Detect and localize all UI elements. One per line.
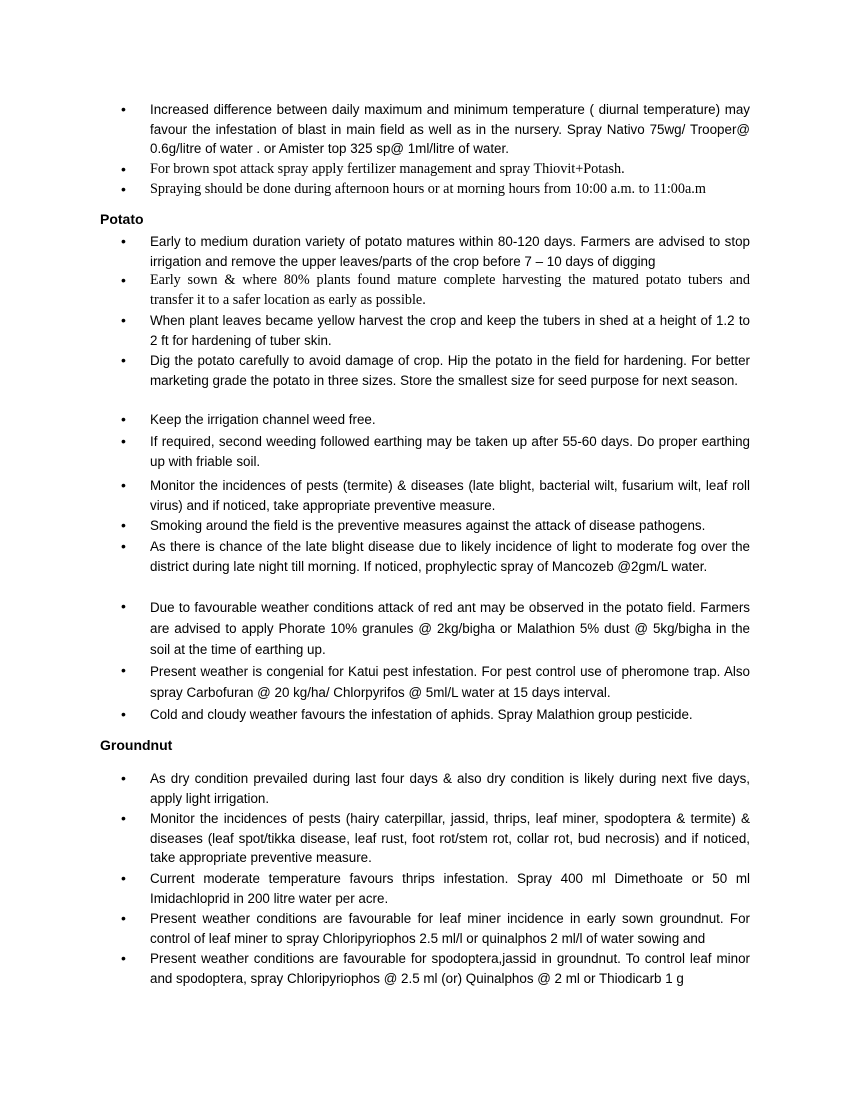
- bullet-text: If required, second weeding followed earthing may be taken up after 55-60 days. Do proper earthing up with friable soil.: [150, 434, 750, 469]
- bullet-text: Monitor the incidences of pests (hairy caterpillar, jassid, thrips, leaf miner, spodoptera & termite) & diseases (leaf spot/tikka disease, leaf rust, foot rot/stem rot, collar rot, bud necrosis) and if noticed, take appropriate preventive measure.: [150, 811, 750, 865]
- bullet-text: When plant leaves became yellow harvest the crop and keep the tubers in shed at a height of 1.2 to 2 ft for hardening of tuber skin.: [150, 313, 750, 348]
- bullet-text: Spraying should be done during afternoon hours or at morning hours from 10:00 a.m. to 11:00a.m: [150, 181, 706, 197]
- bullet-icon: •: [121, 706, 126, 722]
- bullet-text: Early sown & where 80% plants found mature complete harvesting the matured potato tubers and transfer it to a safer location as early as possible.: [150, 272, 750, 308]
- bullet-text: Cold and cloudy weather favours the infestation of aphids. Spray Malathion group pesticide.: [150, 707, 693, 722]
- bullet-icon: •: [121, 272, 126, 288]
- section-heading-groundnut: Groundnut: [100, 737, 173, 753]
- bullet-text: As dry condition prevailed during last four days & also dry condition is likely during next five days, apply light irrigation.: [150, 771, 750, 806]
- bullet-text: For brown spot attack spray apply fertilizer management and spray Thiovit+Potash.: [150, 161, 625, 177]
- bullet-text: Smoking around the field is the preventive measures against the attack of disease pathogens.: [150, 518, 706, 533]
- bullet-text: Dig the potato carefully to avoid damage of crop. Hip the potato in the field for hardening. For better marketing grade the potato in three sizes. Store the smallest size for seed purpose for next season.: [150, 353, 750, 388]
- bullet-text: Increased difference between daily maximum and minimum temperature ( diurnal temperature) may favour the infestation of blast in main field as well as in the nursery. Spray Nativo 75wg/ Trooper@ 0.6g/litre of water . or Amister top 325 sp@ 1ml/litre of water.: [150, 102, 750, 156]
- bullet-text: Due to favourable weather conditions attack of red ant may be observed in the potato field. Farmers are advised to apply Phorate 10% granules @ 2kg/bigha or Malathion 5% dust @ 5kg/bigha in the soil at the time of earthing up.: [150, 600, 750, 657]
- bullet-icon: •: [121, 870, 126, 886]
- bullet-icon: •: [121, 662, 126, 678]
- section-heading-potato: Potato: [100, 211, 144, 227]
- bullet-icon: •: [121, 411, 126, 427]
- bullet-text: Keep the irrigation channel weed free.: [150, 412, 376, 427]
- bullet-icon: •: [121, 352, 126, 368]
- bullet-icon: •: [121, 101, 126, 117]
- bullet-text: Current moderate temperature favours thrips infestation. Spray 400 ml Dimethoate or 50 ml Imidachloprid in 200 litre water per acre.: [150, 871, 750, 906]
- bullet-icon: •: [121, 950, 126, 966]
- bullet-icon: •: [121, 810, 126, 826]
- bullet-text: Monitor the incidences of pests (termite) & diseases (late blight, bacterial wilt, fusarium wilt, leaf roll virus) and if noticed, take appropriate preventive measure.: [150, 478, 750, 513]
- bullet-text: Present weather is congenial for Katui pest infestation. For pest control use of pheromone trap. Also spray Carbofuran @ 20 kg/ha/ Chlorpyrifos @ 5ml/L water at 15 days interval.: [150, 664, 750, 700]
- bullet-icon: •: [121, 433, 126, 449]
- bullet-icon: •: [121, 312, 126, 328]
- bullet-text: Present weather conditions are favourable for spodoptera,jassid in groundnut. To control leaf minor and spodoptera, spray Chloripyriophos @ 2.5 ml (or) Quinalphos @ 2 ml or Thiodicarb 1 g: [150, 951, 750, 986]
- bullet-icon: •: [121, 538, 126, 554]
- bullet-text: Present weather conditions are favourable for leaf miner incidence in early sown groundnut. For control of leaf miner to spray Chloripyriophos 2.5 ml/l or quinalphos 2 ml/l of water sowing and: [150, 911, 750, 946]
- bullet-icon: •: [121, 910, 126, 926]
- bullet-icon: •: [121, 517, 126, 533]
- bullet-icon: •: [121, 770, 126, 786]
- bullet-icon: •: [121, 477, 126, 493]
- bullet-icon: •: [121, 161, 126, 177]
- bullet-icon: •: [121, 598, 126, 614]
- bullet-icon: •: [121, 181, 126, 197]
- bullet-text: As there is chance of the late blight disease due to likely incidence of light to moderate fog over the district during late night till morning. If noticed, prophylectic spray of Mancozeb @2gm/L water.: [150, 539, 750, 574]
- bullet-text: Early to medium duration variety of potato matures within 80-120 days. Farmers are advised to stop irrigation and remove the upper leaves/parts of the crop before 7 – 10 days of digging: [150, 234, 750, 269]
- bullet-icon: •: [121, 233, 126, 249]
